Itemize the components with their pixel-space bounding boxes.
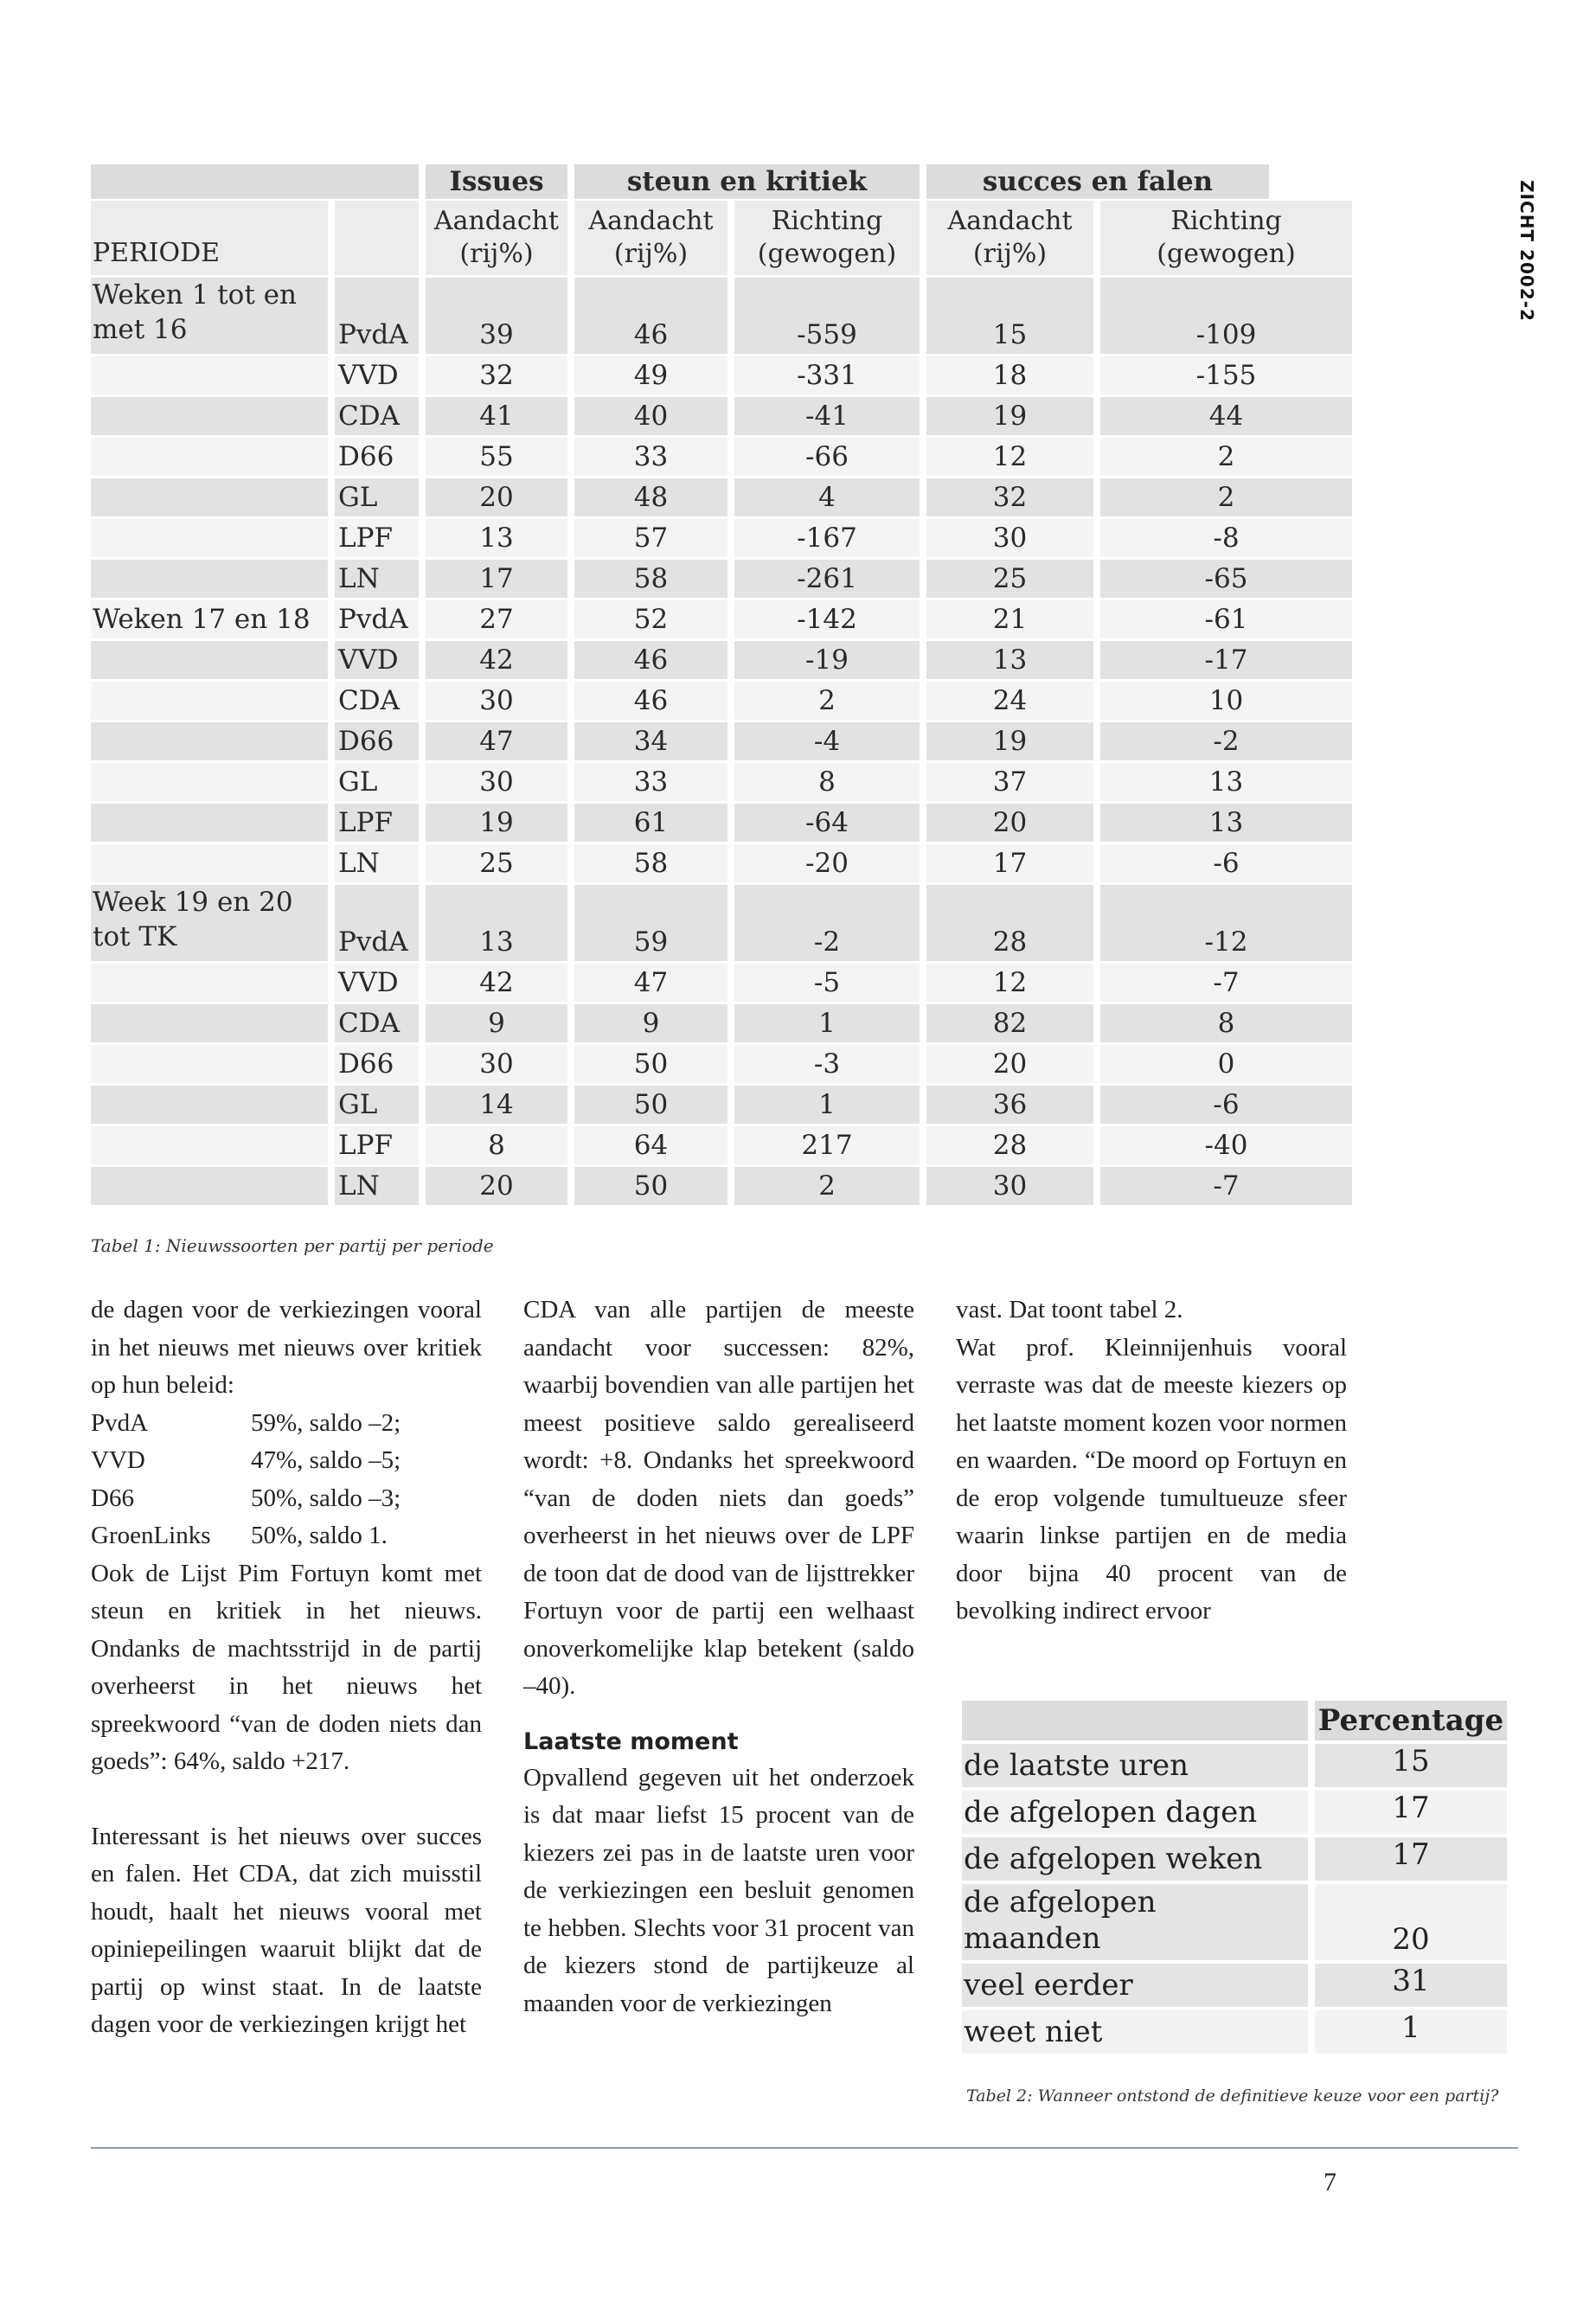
row-label: de afgelopen dagen (962, 1791, 1308, 1834)
party-name: GL (335, 478, 419, 516)
sk-aandacht: 46 (574, 641, 727, 679)
sk-richting: -167 (734, 519, 920, 557)
period-label (91, 722, 328, 760)
sf-aandacht: 20 (926, 1045, 1093, 1083)
row-value: 1 (1315, 2010, 1507, 2054)
sf-richting: -6 (1100, 844, 1352, 882)
sk-aandacht: 34 (574, 722, 727, 760)
sf-aandacht: 37 (926, 763, 1093, 801)
table-row (91, 438, 1352, 476)
sk-richting: 2 (734, 682, 920, 720)
sk-richting: -2 (734, 885, 920, 961)
table-2-caption: Tabel 2: Wanneer ontstond de definitieve keuze voor een partij? (966, 2086, 1499, 2106)
table-row (962, 1837, 1507, 1881)
sf-aandacht: 30 (926, 519, 1093, 557)
header-issues: Issues (426, 164, 567, 199)
col2-paragraph-1: CDA van alle partijen de meeste aandacht voor successen: 82%, waarbij bovendien van alle partijen het meest positieve saldo gerealiseerd wordt: +8. Ondanks het spreekwoord “van de doden niets dan goeds” overheerst in het nieuws over de LPF de toon dat de dood van de lijsttrekker Fortuyn voor de partij een welhaast onoverkomelijke klap betekent (saldo –40). (523, 1296, 914, 1700)
party-name: D66 (335, 1045, 419, 1083)
sf-richting: -7 (1100, 1167, 1352, 1205)
row-value: 20 (1315, 1884, 1507, 1960)
sk-richting: 217 (734, 1126, 920, 1164)
issues-aandacht: 42 (426, 641, 567, 679)
sf-richting: -8 (1100, 519, 1352, 557)
issues-aandacht: 25 (426, 844, 567, 882)
sk-aandacht: 58 (574, 844, 727, 882)
sk-richting: -261 (734, 560, 920, 598)
table-row (91, 397, 1352, 435)
table-1 (91, 164, 1352, 1205)
table-row (91, 278, 1352, 354)
sk-aandacht: 33 (574, 763, 727, 801)
table-row (962, 1744, 1507, 1787)
sk-richting: -19 (734, 641, 920, 679)
table-row (91, 1126, 1352, 1164)
period-label (91, 682, 328, 720)
sf-richting: 2 (1100, 438, 1352, 476)
sk-richting: 2 (734, 1167, 920, 1205)
table-1-group-header (91, 164, 1352, 199)
table-1-sub-header (91, 201, 1352, 275)
period-label: Weken 17 en 18 (91, 600, 328, 638)
table-row (91, 356, 1352, 394)
table-row (962, 1964, 1507, 2007)
party-name: PvdA (335, 600, 419, 638)
sf-richting: -17 (1100, 641, 1352, 679)
sk-richting: 1 (734, 1086, 920, 1124)
sf-aandacht: 36 (926, 1086, 1093, 1124)
table-1-caption: Tabel 1: Nieuwssoorten per partij per periode (91, 1235, 494, 1256)
party-name: CDA (335, 1004, 419, 1042)
table-row (91, 1086, 1352, 1124)
issues-aandacht: 17 (426, 560, 567, 598)
section-heading: Laatste moment (523, 1727, 739, 1755)
sf-richting: 10 (1100, 682, 1352, 720)
sk-aandacht: 49 (574, 356, 727, 394)
text-column-2 (523, 1292, 914, 2022)
table-row (91, 964, 1352, 1002)
party-name: GL (335, 763, 419, 801)
sf-aandacht: 17 (926, 844, 1093, 882)
row-value: 17 (1315, 1791, 1507, 1834)
subheader-sf-aandacht: Aandacht (rij%) (926, 201, 1093, 275)
table-row (91, 763, 1352, 801)
header-succes-en-falen: succes en falen (926, 164, 1269, 199)
issues-aandacht: 30 (426, 1045, 567, 1083)
party-name: D66 (335, 722, 419, 760)
issues-aandacht: 14 (426, 1086, 567, 1124)
period-label (91, 1126, 328, 1164)
period-label (91, 397, 328, 435)
period-label (91, 641, 328, 679)
table-row (91, 682, 1352, 720)
col2-paragraph-2: Opvallend gegeven uit het onderzoek is dat maar liefst 15 procent van de kiezers zei pas in de laatste uren voor de verkiezingen een besluit genomen te hebben. Slechts voor 31 procent van de kiezers stond de partijkeuze al maanden voor de verkiezingen (523, 1763, 914, 2017)
table-row (91, 804, 1352, 842)
sf-richting: 8 (1100, 1004, 1352, 1042)
party-name: CDA (335, 682, 419, 720)
period-label (91, 356, 328, 394)
table-row (91, 478, 1352, 516)
sf-aandacht: 12 (926, 964, 1093, 1002)
table-row (91, 1045, 1352, 1083)
period-label (91, 763, 328, 801)
issues-aandacht: 19 (426, 804, 567, 842)
party-name: LN (335, 844, 419, 882)
issues-aandacht: 42 (426, 964, 567, 1002)
period-label (91, 844, 328, 882)
col3-paragraph-2: Wat prof. Kleinnijenhuis vooral verraste was dat de meeste kiezers op het laatste moment kozen voor normen en waarden. “De moord op Fortuyn en de erop volgende tumultueuze sfeer waarin linkse partijen en de media door bijna 40 procent van de bevolking indirect ervoor (956, 1333, 1347, 1625)
sk-aandacht: 50 (574, 1045, 727, 1083)
period-label (91, 1045, 328, 1083)
sk-richting: -3 (734, 1045, 920, 1083)
row-label: de laatste uren (962, 1744, 1308, 1787)
sk-richting: -559 (734, 278, 920, 354)
sk-aandacht: 50 (574, 1086, 727, 1124)
header-periode: PERIODE (91, 201, 328, 275)
table-row (91, 844, 1352, 882)
issues-aandacht: 13 (426, 885, 567, 961)
party-name: PvdA (335, 278, 419, 354)
col1-paragraph-2: Ook de Lijst Pim Fortuyn komt met steun en kritiek in het nieuws. Ondanks de machtsstrijd in de partij overheerst in het nieuws het spreekwoord “van de doden niets dan goeds”: 64%, saldo +217. (91, 1559, 482, 1775)
row-label: veel eerder (962, 1964, 1308, 2007)
sf-richting: -61 (1100, 600, 1352, 638)
sk-aandacht: 64 (574, 1126, 727, 1164)
table-2 (962, 1697, 1507, 2054)
sk-aandacht: 46 (574, 682, 727, 720)
party-name: GL (335, 1086, 419, 1124)
period-label (91, 804, 328, 842)
sf-richting: -7 (1100, 964, 1352, 1002)
sf-richting: -65 (1100, 560, 1352, 598)
issues-aandacht: 20 (426, 478, 567, 516)
row-label: de afgelopen weken (962, 1837, 1308, 1881)
issues-aandacht: 30 (426, 682, 567, 720)
subheader-sf-richting: Richting (gewogen) (1100, 201, 1352, 275)
journal-side-label: ZICHT 2002-2 (1516, 180, 1537, 322)
table-2-body (962, 1744, 1507, 2054)
period-label (91, 519, 328, 557)
sf-aandacht: 19 (926, 397, 1093, 435)
stat-line: GroenLinks 50%, saldo 1. (91, 1522, 388, 1549)
subheader-sk-aandacht: Aandacht (rij%) (574, 201, 727, 275)
sf-richting: 13 (1100, 763, 1352, 801)
issues-aandacht: 13 (426, 519, 567, 557)
table-row (91, 600, 1352, 638)
sf-aandacht: 19 (926, 722, 1093, 760)
sf-aandacht: 24 (926, 682, 1093, 720)
sf-aandacht: 25 (926, 560, 1093, 598)
page-number: 7 (1324, 2168, 1336, 2196)
party-name: LPF (335, 1126, 419, 1164)
party-name: LN (335, 1167, 419, 1205)
header-percentage: Percentage (1315, 1701, 1507, 1740)
sf-aandacht: 12 (926, 438, 1093, 476)
text-column-1 (91, 1292, 482, 2044)
sk-aandacht: 9 (574, 1004, 727, 1042)
sf-richting: 2 (1100, 478, 1352, 516)
text-column-3 (956, 1292, 1347, 1631)
sf-aandacht: 20 (926, 804, 1093, 842)
sk-aandacht: 58 (574, 560, 727, 598)
sf-richting: 13 (1100, 804, 1352, 842)
party-name: VVD (335, 356, 419, 394)
sf-aandacht: 28 (926, 1126, 1093, 1164)
issues-aandacht: 27 (426, 600, 567, 638)
row-value: 15 (1315, 1744, 1507, 1787)
sk-richting: -142 (734, 600, 920, 638)
issues-aandacht: 32 (426, 356, 567, 394)
period-label (91, 1086, 328, 1124)
party-name: CDA (335, 397, 419, 435)
issues-aandacht: 8 (426, 1126, 567, 1164)
issues-aandacht: 39 (426, 278, 567, 354)
table-row (962, 1791, 1507, 1834)
table-row (91, 641, 1352, 679)
sk-richting: -20 (734, 844, 920, 882)
subheader-issues-aandacht: Aandacht (rij%) (426, 201, 567, 275)
sk-richting: 4 (734, 478, 920, 516)
sf-richting: -109 (1100, 278, 1352, 354)
sk-richting: -4 (734, 722, 920, 760)
sk-richting: -64 (734, 804, 920, 842)
issues-aandacht: 30 (426, 763, 567, 801)
period-label (91, 1167, 328, 1205)
sk-richting: -66 (734, 438, 920, 476)
sf-aandacht: 15 (926, 278, 1093, 354)
party-name: LPF (335, 519, 419, 557)
sk-aandacht: 33 (574, 438, 727, 476)
table-row (91, 560, 1352, 598)
stat-line: D66 50%, saldo –3; (91, 1484, 401, 1512)
sk-aandacht: 52 (574, 600, 727, 638)
sf-richting: -155 (1100, 356, 1352, 394)
sf-aandacht: 18 (926, 356, 1093, 394)
issues-aandacht: 55 (426, 438, 567, 476)
table-row (91, 1167, 1352, 1205)
sf-aandacht: 28 (926, 885, 1093, 961)
sf-aandacht: 30 (926, 1167, 1093, 1205)
header-steun-en-kritiek: steun en kritiek (574, 164, 920, 199)
sk-aandacht: 50 (574, 1167, 727, 1205)
col3-paragraph-1: vast. Dat toont tabel 2. (956, 1296, 1183, 1324)
party-name: LN (335, 560, 419, 598)
sk-aandacht: 59 (574, 885, 727, 961)
table-row (91, 1004, 1352, 1042)
party-name: VVD (335, 964, 419, 1002)
sk-richting: -41 (734, 397, 920, 435)
period-label (91, 1004, 328, 1042)
table-2-header (962, 1701, 1507, 1740)
sf-aandacht: 32 (926, 478, 1093, 516)
sk-richting: -5 (734, 964, 920, 1002)
sf-aandacht: 13 (926, 641, 1093, 679)
table-row (91, 519, 1352, 557)
sk-aandacht: 46 (574, 278, 727, 354)
table-row (962, 2010, 1507, 2054)
stat-line: VVD 47%, saldo –5; (91, 1446, 401, 1474)
col1-paragraph-3: Interessant is het nieuws over succes en falen. Het CDA, dat zich muisstil houdt, haalt het nieuws vooral met opiniepeilingen waaruit blijkt dat de partij op winst staat. In de laatste dagen voor de verkiezingen krijgt het (91, 1822, 482, 2038)
stat-line: PvdA 59%, saldo –2; (91, 1408, 401, 1437)
sf-richting: 44 (1100, 397, 1352, 435)
table-row (91, 885, 1352, 961)
sk-aandacht: 57 (574, 519, 727, 557)
sk-richting: -331 (734, 356, 920, 394)
sf-richting: -2 (1100, 722, 1352, 760)
table-row (91, 722, 1352, 760)
issues-aandacht: 41 (426, 397, 567, 435)
period-label: Week 19 en 20 tot TK (91, 885, 328, 961)
party-name: D66 (335, 438, 419, 476)
col1-intro: de dagen voor de verkiezingen vooral in het nieuws met nieuws over kritiek op hun beleid: (91, 1296, 482, 1399)
table-row (962, 1884, 1507, 1960)
row-value: 31 (1315, 1964, 1507, 2007)
period-label (91, 964, 328, 1002)
party-name: LPF (335, 804, 419, 842)
party-name: VVD (335, 641, 419, 679)
table-1-body (91, 278, 1352, 1205)
sk-aandacht: 48 (574, 478, 727, 516)
issues-aandacht: 9 (426, 1004, 567, 1042)
sf-richting: 0 (1100, 1045, 1352, 1083)
row-label: weet niet (962, 2010, 1308, 2054)
sk-aandacht: 47 (574, 964, 727, 1002)
sf-aandacht: 82 (926, 1004, 1093, 1042)
sk-aandacht: 61 (574, 804, 727, 842)
period-label (91, 560, 328, 598)
sk-richting: 8 (734, 763, 920, 801)
period-label (91, 478, 328, 516)
sk-aandacht: 40 (574, 397, 727, 435)
row-label: de afgelopen maanden (964, 1885, 1157, 1956)
row-value: 17 (1315, 1837, 1507, 1881)
issues-aandacht: 47 (426, 722, 567, 760)
sf-aandacht: 21 (926, 600, 1093, 638)
period-label (91, 438, 328, 476)
subheader-sk-richting: Richting (gewogen) (734, 201, 920, 275)
party-name: PvdA (335, 885, 419, 961)
footer-rule (91, 2147, 1518, 2149)
period-label: Weken 1 tot en met 16 (91, 278, 328, 354)
sf-richting: -12 (1100, 885, 1352, 961)
sf-richting: -40 (1100, 1126, 1352, 1164)
issues-aandacht: 20 (426, 1167, 567, 1205)
sf-richting: -6 (1100, 1086, 1352, 1124)
sk-richting: 1 (734, 1004, 920, 1042)
